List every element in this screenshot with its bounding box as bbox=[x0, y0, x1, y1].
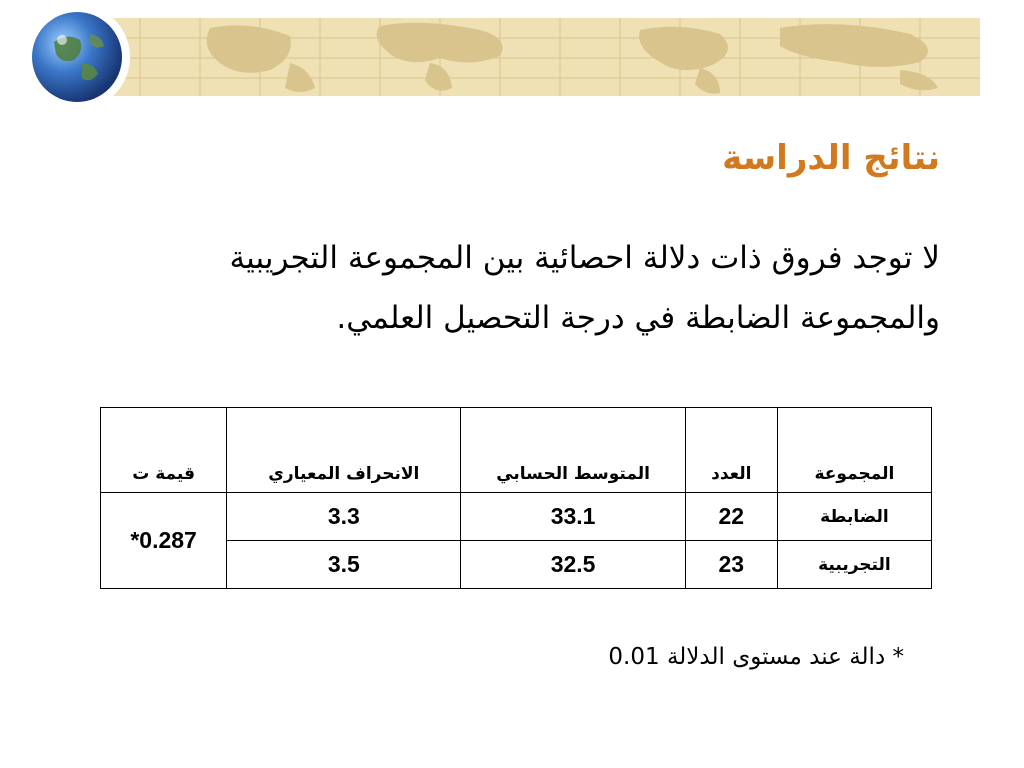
cell-mean: 33.1 bbox=[461, 493, 685, 541]
finding-paragraph: لا توجد فروق ذات دلالة احصائية بين المجموعة التجريبية والمجموعة الضابطة في درجة التحصيل العلمي. bbox=[229, 240, 940, 336]
cell-sd: 3.3 bbox=[227, 493, 461, 541]
table-row bbox=[101, 493, 932, 541]
table-header-row bbox=[101, 408, 932, 493]
cell-group: التجريبية bbox=[777, 541, 931, 589]
world-map-banner bbox=[80, 18, 980, 96]
globe-icon bbox=[32, 12, 122, 102]
cell-t-value: 0.287* bbox=[101, 493, 227, 589]
header-group: المجموعة bbox=[777, 408, 931, 493]
cell-count: 23 bbox=[685, 541, 777, 589]
significance-note: * دالة عند مستوى الدلالة 0.01 bbox=[608, 644, 904, 670]
header-t-value: قيمة ت bbox=[101, 408, 227, 493]
cell-mean: 32.5 bbox=[461, 541, 685, 589]
cell-sd: 3.5 bbox=[227, 541, 461, 589]
cell-count: 22 bbox=[685, 493, 777, 541]
slide-title: نتائج الدراسة bbox=[722, 138, 940, 178]
cell-group: الضابطة bbox=[777, 493, 931, 541]
header-mean: المتوسط الحسابي bbox=[461, 408, 685, 493]
header-count: العدد bbox=[685, 408, 777, 493]
results-table bbox=[100, 407, 932, 589]
header-sd: الانحراف المعياري bbox=[227, 408, 461, 493]
